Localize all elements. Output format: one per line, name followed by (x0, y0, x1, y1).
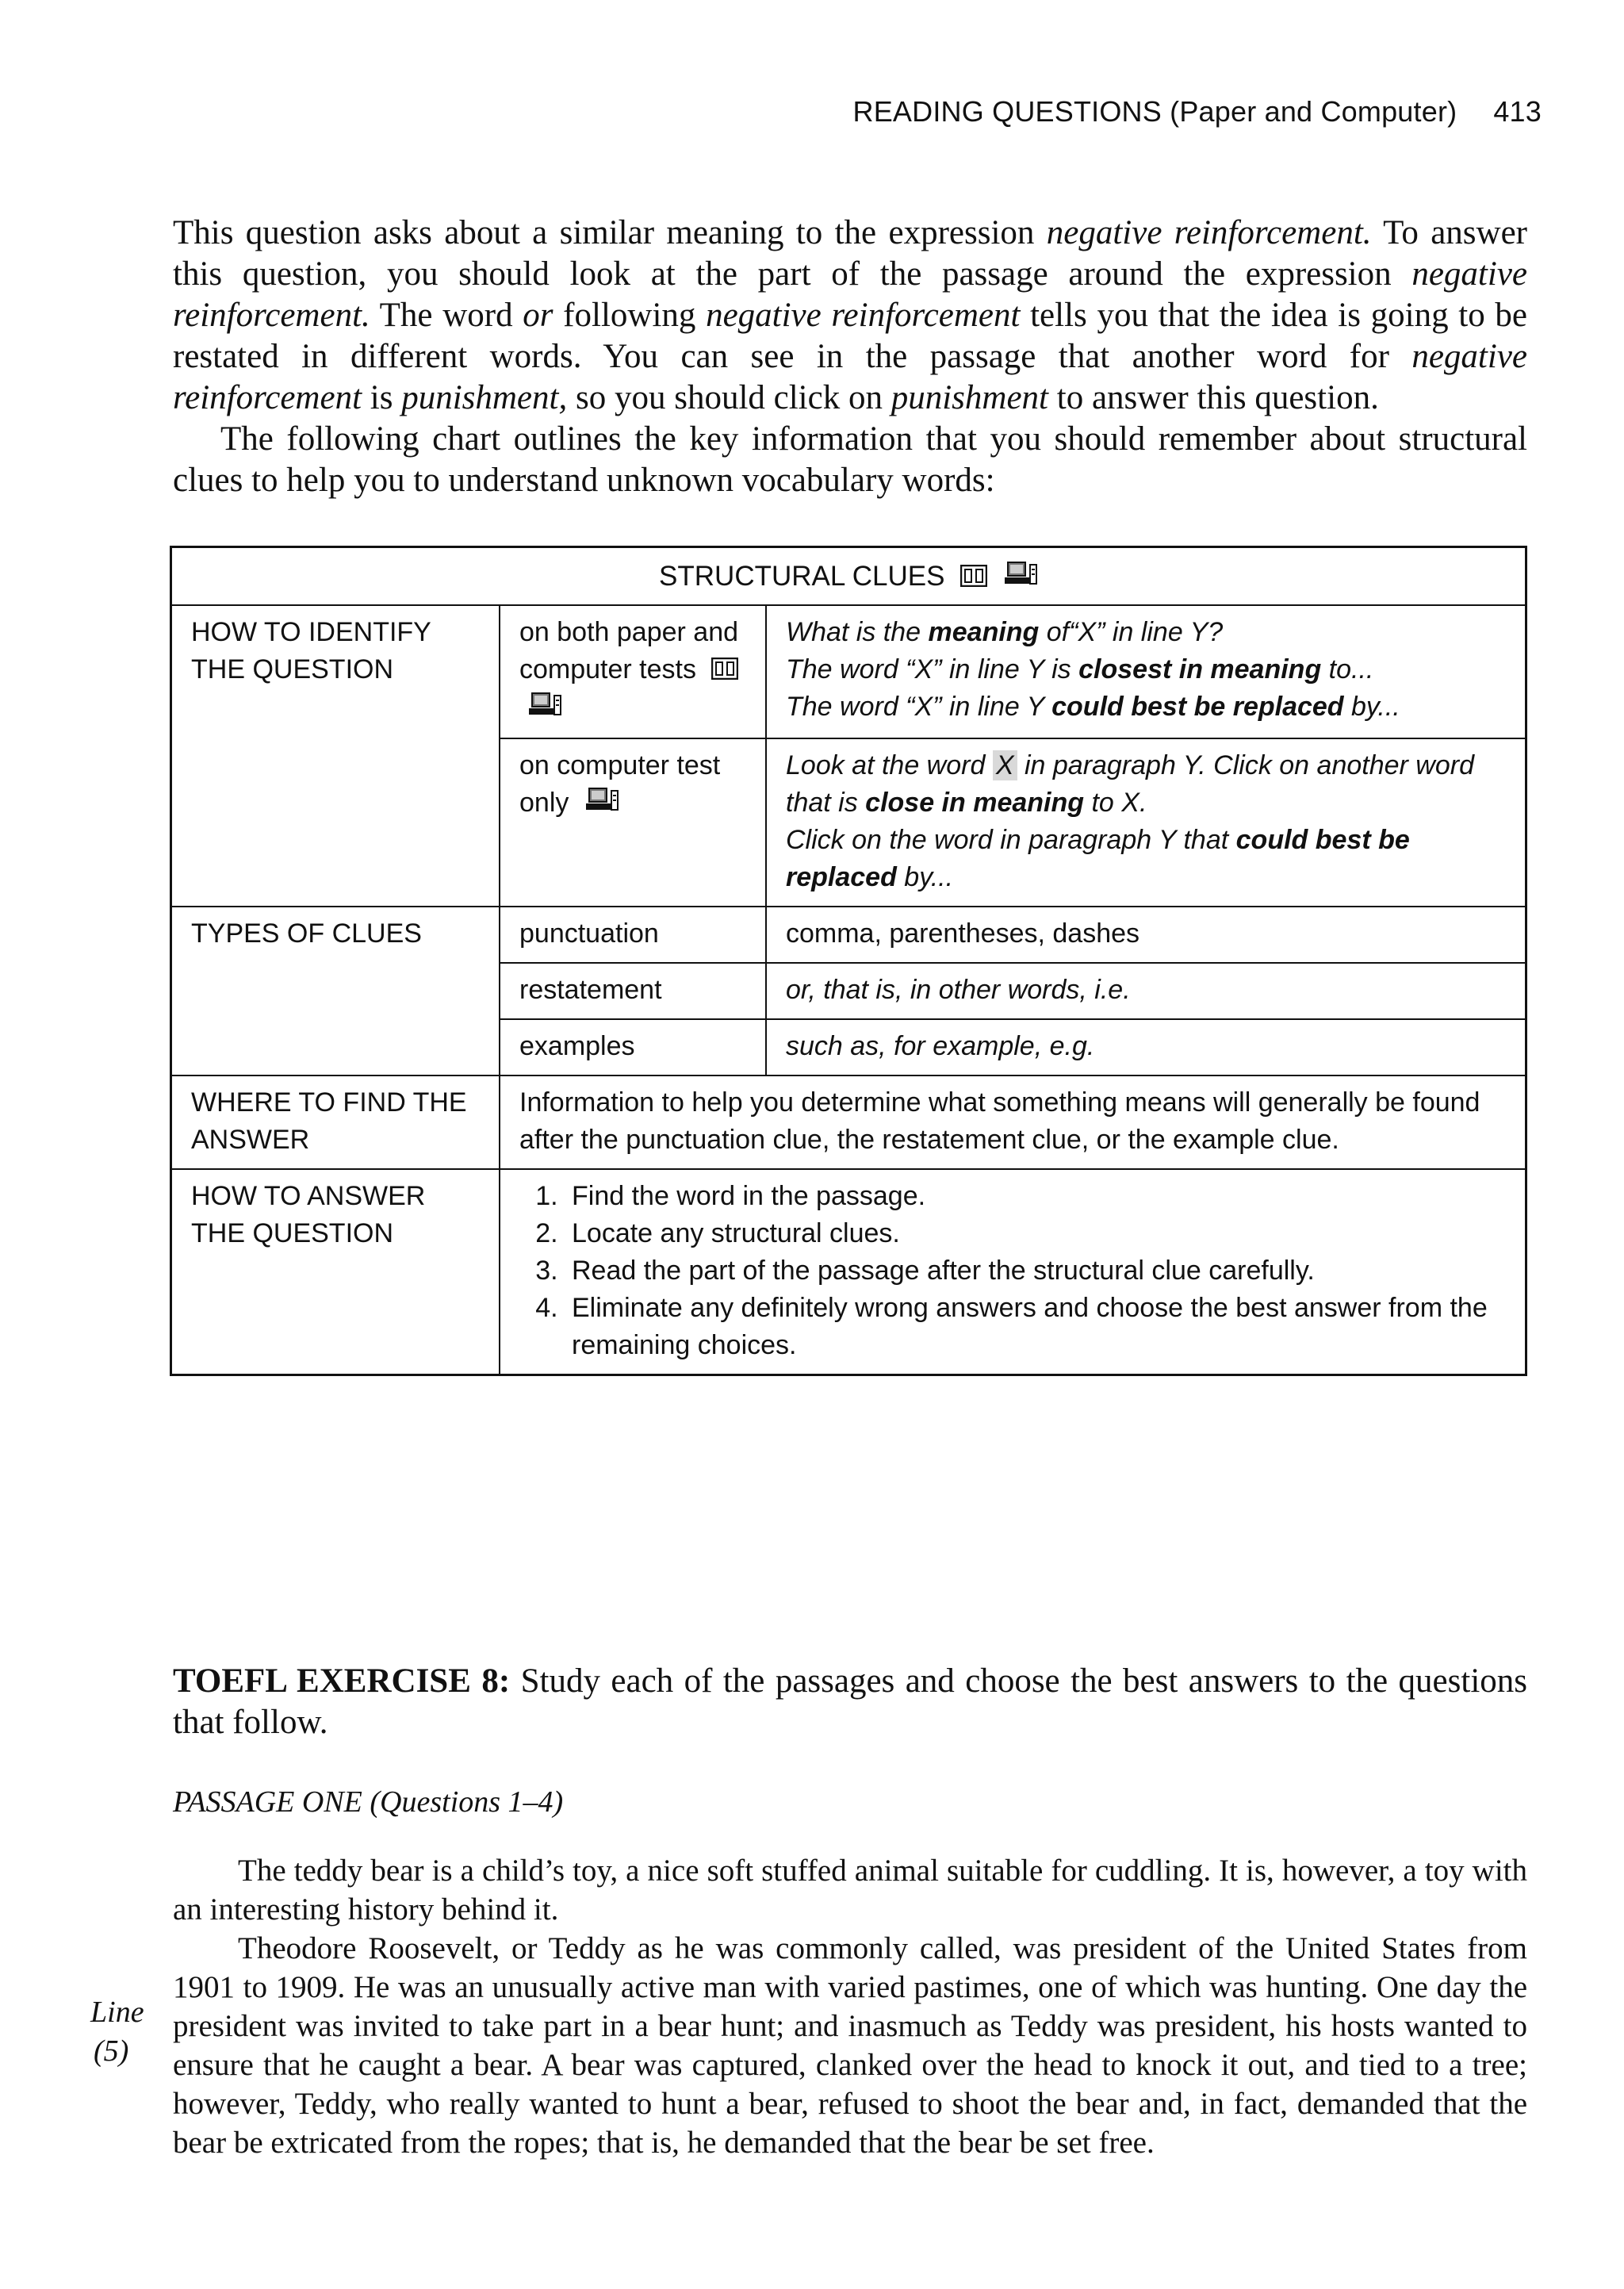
answer-steps-cell (500, 1169, 1525, 1374)
exercise-text: Study each of the passages and choose the best answers to the questions that follow. (173, 1662, 1527, 1741)
question-form: What is the meaning of“X” in line Y? (786, 617, 1224, 648)
where-label: WHERE TO FIND THE ANSWER (172, 1075, 500, 1169)
both-tests-label: on both paper and computer tests (519, 617, 739, 685)
computer-test-icon (1003, 559, 1038, 596)
identify-label: HOW TO IDENTIFY THE QUESTION (172, 605, 500, 907)
passage-paragraph-2: Theodore Roosevelt, or Teddy as he was commonly called, was president of the United States from 1901 to 1909. He was an unusually active man with varied pastimes, one of which was hunting. One day the president was invited to take part in a bear hunt; and inasmuch as Teddy was president, his hosts wanted to ensure that he caught a bear. A bear was captured, clanked over the head to knock it out, and tied to a tree; however, Teddy, who really wanted to hunt a bear, refused to shoot the bear and, in fact, demanded that the bear be extricated from the ropes; that is, he demanded that the bear be set free. (173, 1931, 1527, 2160)
margin-line-number: (5) (94, 2034, 129, 2068)
clue-kind: examples (500, 1019, 766, 1075)
margin-line-label: Line (90, 1996, 144, 2029)
clue-kind: punctuation (500, 907, 766, 963)
computer-test-icon (584, 786, 619, 823)
exercise-label: TOEFL EXERCISE 8: (173, 1662, 511, 1700)
computer-only-label: on computer test only (519, 750, 721, 819)
where-text: Information to help you determine what something means will generally be found after the punctuation clue, the restatement clue, or the example clue. (500, 1075, 1525, 1169)
both-tests-cell (500, 605, 766, 738)
computer-only-questions: Look at the word X in paragraph Y. Click on another word that is close in meaning to X. Click on the word in paragraph Y that could best be replaced by... (766, 738, 1525, 907)
chart-title-cell (172, 548, 1525, 605)
chart-title: STRUCTURAL CLUES (659, 561, 945, 592)
answer-step: 1. Find the word in the passage. (565, 1178, 1511, 1215)
clue-examples: such as, for example, e.g. (766, 1019, 1525, 1075)
paper-test-icon (960, 559, 987, 596)
intro-paragraph-2: The following chart outlines the key information that you should remember about structural clues to help you to understand unknown vocabulary words: (173, 420, 1527, 499)
answer-step: 4. Eliminate any definitely wrong answers and choose the best answer from the remaining choices. (565, 1290, 1511, 1364)
paper-test-icon (711, 653, 738, 690)
running-head (853, 95, 1542, 128)
computer-test-icon (527, 691, 562, 728)
page-number: 413 (1493, 95, 1542, 128)
passage-title: PASSAGE ONE (Questions 1–4) (173, 1785, 564, 1819)
question-form: The word “X” in line Y is closest in meaning to... (786, 654, 1374, 685)
question-form: The word “X” in line Y could best be replaced by... (786, 692, 1400, 723)
answer-step: 2. Locate any structural clues. (565, 1215, 1511, 1252)
intro-text (173, 213, 1527, 501)
types-label: TYPES OF CLUES (172, 907, 500, 1075)
structural-clues-chart (170, 546, 1527, 1376)
clue-kind: restatement (500, 963, 766, 1019)
intro-paragraph-1: This question asks about a similar meaning to the expression negative reinforcement. To answer this question, you should look at the part of the passage around the expression negative reinforcement. The word or following negative reinforcement tells you that the idea is going to be restated in different words. You can see in the passage that another word for negative reinforcement is punishment, so you should click on punishment to answer this question. (173, 214, 1527, 416)
both-tests-questions (766, 605, 1525, 738)
running-title: READING QUESTIONS (Paper and Computer) (852, 95, 1457, 128)
passage-paragraph-1: The teddy bear is a child’s toy, a nice soft stuffed animal suitable for cuddling. It is, however, a toy with an interesting history behind it. (173, 1854, 1527, 1927)
clue-examples: or, that is, in other words, i.e. (766, 963, 1525, 1019)
highlighted-word: X (993, 750, 1017, 780)
computer-only-cell (500, 738, 766, 907)
clue-examples: comma, parentheses, dashes (766, 907, 1525, 963)
exercise-instructions (173, 1661, 1527, 1743)
answer-step: 3. Read the part of the passage after the structural clue carefully. (565, 1252, 1511, 1290)
answer-label: HOW TO ANSWER THE QUESTION (172, 1169, 500, 1374)
passage-text (173, 1851, 1527, 2162)
answer-steps (519, 1178, 1511, 1364)
